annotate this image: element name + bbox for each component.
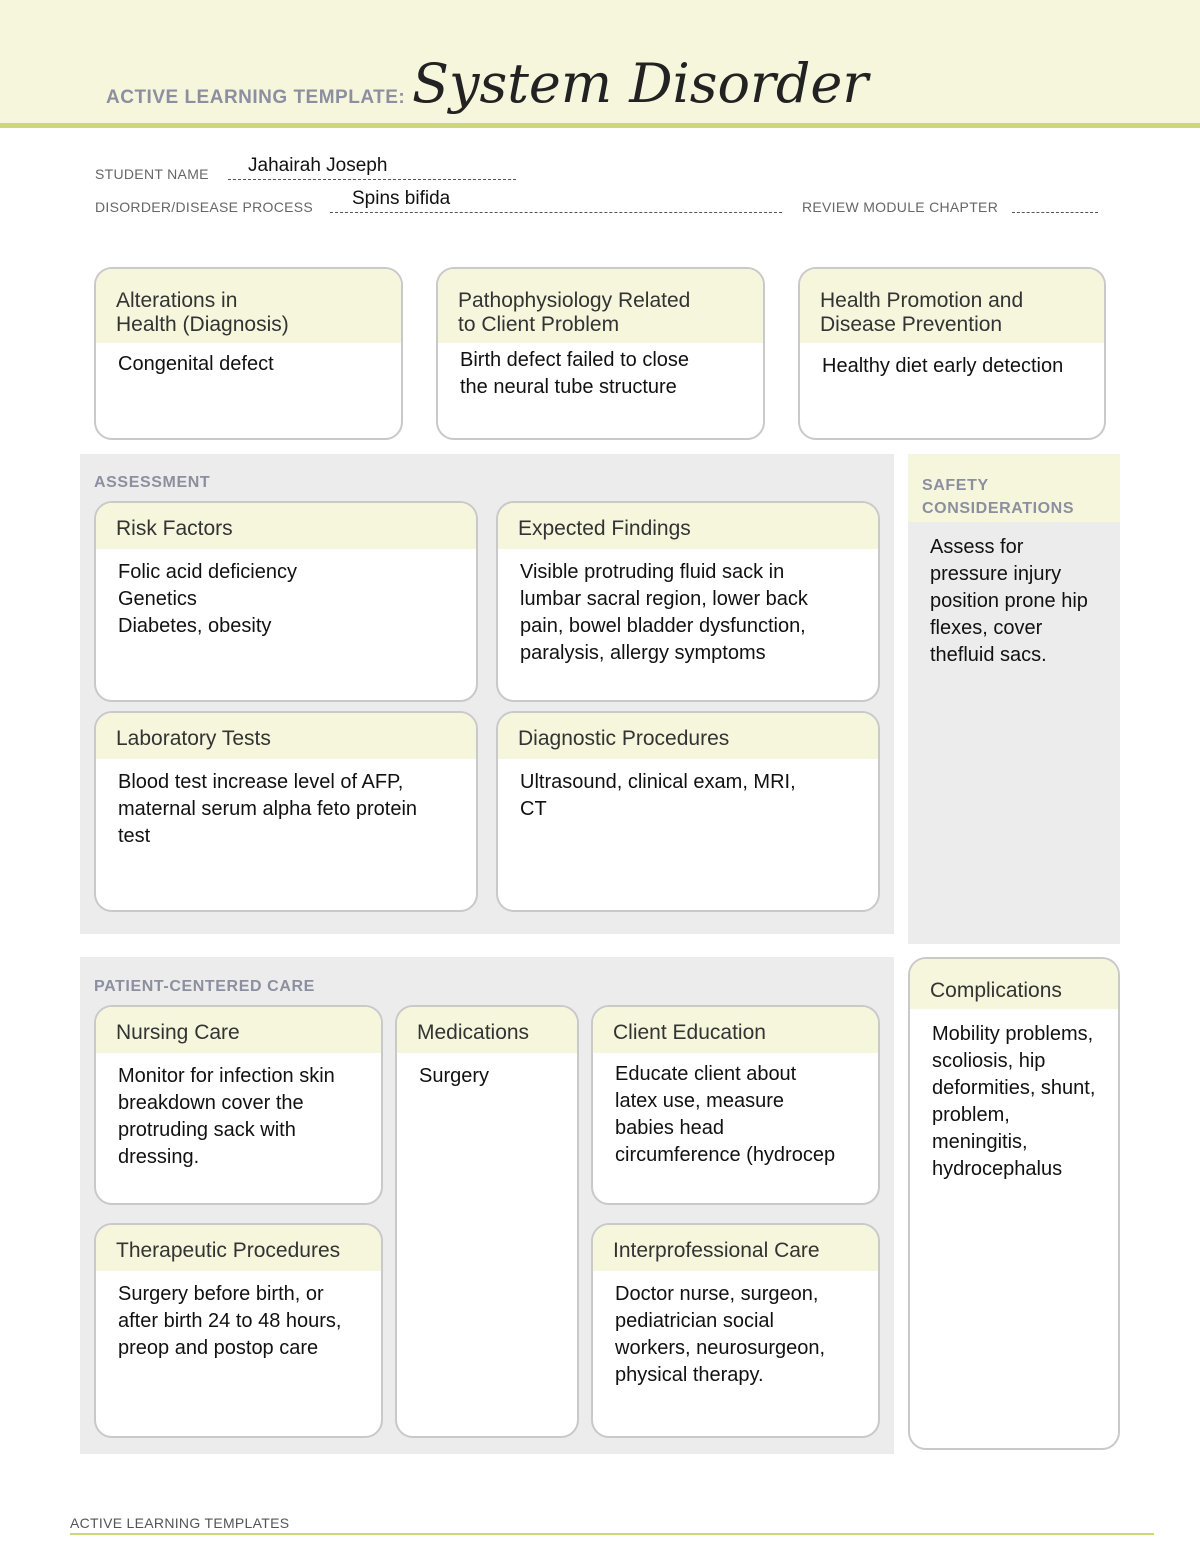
student-name-line	[228, 179, 516, 180]
template-label: ACTIVE LEARNING TEMPLATE:	[106, 87, 406, 108]
client-education-body[interactable]: Educate client about latex use, measure babies head circumference (hydrocep	[615, 1063, 836, 1166]
nursing-care-card	[94, 1005, 383, 1205]
health-promotion-body[interactable]: Healthy diet early detection	[822, 355, 1064, 377]
expected-findings-card	[496, 501, 880, 702]
complications-title: Complications	[910, 959, 1118, 1009]
client-education-card	[591, 1005, 880, 1205]
medications-body[interactable]: Surgery	[419, 1065, 490, 1087]
footer-label: ACTIVE LEARNING TEMPLATES	[70, 1515, 290, 1531]
therapeutic-procedures-title: Therapeutic Procedures	[96, 1225, 381, 1271]
disorder-label: DISORDER/DISEASE PROCESS	[95, 199, 314, 215]
health-promotion-card	[798, 267, 1106, 440]
interprofessional-care-title: Interprofessional Care	[593, 1225, 878, 1271]
footer-divider	[70, 1533, 1154, 1535]
page-title: System Disorder	[412, 52, 869, 115]
risk-factors-body[interactable]: Folic acid deficiency Genetics Diabetes, obesity	[118, 561, 297, 637]
risk-factors-card	[94, 501, 478, 702]
laboratory-tests-title: Laboratory Tests	[96, 713, 476, 759]
assessment-title: ASSESSMENT	[94, 474, 211, 491]
health-promotion-title: Health Promotion and Disease Prevention	[800, 269, 1104, 343]
pathophysiology-card	[436, 267, 765, 440]
disorder-line	[330, 212, 782, 213]
diagnostic-procedures-title: Diagnostic Procedures	[498, 713, 878, 759]
therapeutic-procedures-body[interactable]: Surgery before birth, or after birth 24 to 48 hours, preop and postop care	[118, 1283, 342, 1359]
disorder-value[interactable]: Spins bifida	[352, 188, 451, 209]
pathophysiology-body[interactable]: Birth defect failed to close the neural tube structure	[460, 349, 690, 398]
laboratory-tests-card	[94, 711, 478, 912]
safety-panel	[908, 454, 1120, 944]
expected-findings-title: Expected Findings	[498, 503, 878, 549]
pathophysiology-title: Pathophysiology Related to Client Problem	[438, 269, 763, 343]
student-name-value[interactable]: Jahairah Joseph	[248, 155, 388, 176]
patient-care-title: PATIENT-CENTERED CARE	[94, 978, 315, 995]
client-education-title: Client Education	[593, 1007, 878, 1053]
nursing-care-body[interactable]: Monitor for infection skin breakdown cover the protruding sack with dressing.	[118, 1065, 335, 1168]
risk-factors-title: Risk Factors	[96, 503, 476, 549]
medications-title: Medications	[397, 1007, 577, 1053]
student-name-label: STUDENT NAME	[95, 166, 209, 182]
interprofessional-care-body[interactable]: Doctor nurse, surgeon, pediatrician social workers, neurosurgeon, physical therapy.	[615, 1283, 826, 1386]
medications-card	[395, 1005, 579, 1438]
alterations-card	[94, 267, 403, 440]
header-divider	[0, 123, 1200, 128]
safety-body[interactable]: Assess for pressure injury position prone hip flexes, cover thefluid sacs.	[930, 536, 1088, 666]
alterations-body[interactable]: Congenital defect	[118, 353, 274, 375]
laboratory-tests-body[interactable]: Blood test increase level of AFP, maternal serum alpha feto protein test	[118, 771, 418, 847]
complications-card	[908, 957, 1120, 1450]
therapeutic-procedures-card	[94, 1223, 383, 1438]
complications-body[interactable]: Mobility problems, scoliosis, hip deformities, shunt, problem, meningitis, hydrocephalus	[932, 1023, 1096, 1180]
alterations-title: Alterations in Health (Diagnosis)	[96, 269, 401, 343]
safety-title: SAFETY CONSIDERATIONS	[922, 477, 1075, 517]
diagnostic-procedures-card	[496, 711, 880, 912]
diagnostic-procedures-body[interactable]: Ultrasound, clinical exam, MRI, CT	[520, 771, 796, 820]
interprofessional-care-card	[591, 1223, 880, 1438]
review-module-label: REVIEW MODULE CHAPTER	[802, 199, 999, 215]
review-module-line[interactable]	[1012, 212, 1098, 213]
nursing-care-title: Nursing Care	[96, 1007, 381, 1053]
expected-findings-body[interactable]: Visible protruding fluid sack in lumbar sacral region, lower back pain, bowel bladder dysfunction, paralysis, allergy symptoms	[520, 561, 808, 664]
